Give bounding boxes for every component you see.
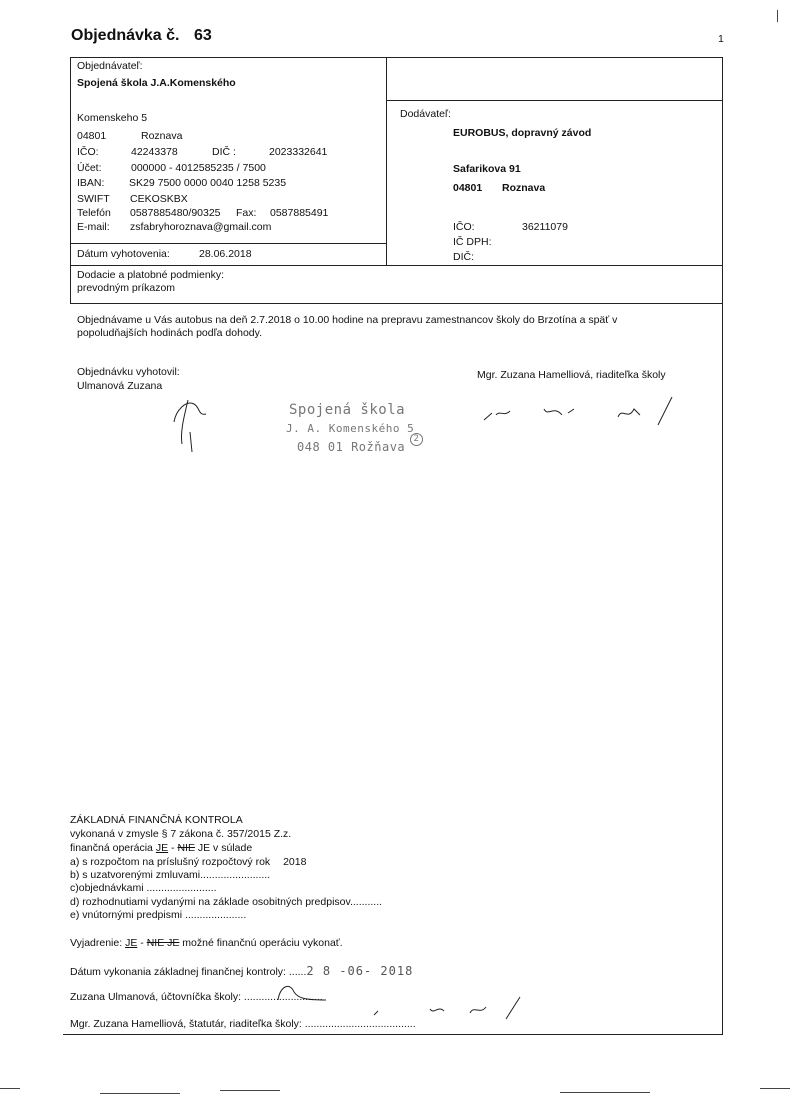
- opinion-rest: možné finančnú operáciu vykonať.: [182, 937, 343, 949]
- stamp-mark: 2: [410, 433, 423, 446]
- control-date-label: Dátum vykonania základnej finančnej kontroly:: [70, 966, 286, 978]
- orderer-zip: 04801: [77, 130, 107, 142]
- control-opinion: [70, 937, 343, 949]
- orderer-city: Roznava: [141, 130, 183, 142]
- prepared-by-name: Ulmanová Zuzana: [77, 380, 163, 392]
- orderer-email-label: E-mail:: [77, 221, 110, 233]
- supplier-dic-label: DIČ:: [453, 251, 474, 263]
- item-a-year: 2018: [283, 856, 307, 868]
- orderer-ico-label: IČO:: [77, 146, 99, 158]
- operation-sep: -: [171, 842, 175, 854]
- item-c-text: c)objednávkami: [70, 882, 144, 894]
- control-item-e: [70, 909, 246, 921]
- stamp-line-2: J. A. Komenského 5: [286, 422, 415, 435]
- supplier-label: Dodávateľ:: [400, 108, 451, 120]
- control-item-d: [70, 896, 382, 908]
- orderer-email: zsfabryhoroznava@gmail.com: [130, 221, 272, 233]
- orderer-account-label: Účet:: [77, 162, 102, 174]
- orderer-dic-label: DIČ :: [212, 146, 236, 158]
- supplier-zip: 04801: [453, 182, 483, 194]
- orderer-name: Spojená škola J.A.Komenského: [77, 77, 236, 89]
- director-signature: [482, 395, 682, 435]
- title-text: Objednávka č.: [71, 27, 180, 44]
- statutory-dots: ......................................: [304, 1018, 416, 1030]
- item-b-dots: ........................: [200, 869, 271, 881]
- orderer-street: Komenskeho 5: [77, 112, 148, 124]
- orderer-fax-label: Fax:: [236, 207, 257, 219]
- orderer-ico: 42243378: [131, 146, 178, 158]
- orderer-phone: 0587885480/90325: [130, 207, 221, 219]
- control-item-a: [70, 856, 306, 868]
- issue-date: 28.06.2018: [199, 248, 252, 260]
- terms-label: Dodacie a platobné podmienky:: [77, 269, 225, 281]
- supplier-city: Roznava: [502, 182, 546, 194]
- accountant-signature: [268, 978, 338, 1008]
- opinion-je: JE: [125, 937, 138, 949]
- stamp-line-3: 048 01 Rožňava: [297, 440, 406, 454]
- control-date-value: 2 8 -06- 2018: [306, 964, 414, 978]
- operation-nie: NIE: [177, 842, 195, 854]
- control-operation: [70, 842, 252, 854]
- item-e-text: e) vnútornými predpismi: [70, 909, 183, 921]
- orderer-dic: 2023332641: [269, 146, 328, 158]
- stamp-line-1: Spojená škola: [289, 402, 406, 418]
- orderer-fax: 0587885491: [270, 207, 329, 219]
- terms-value: prevodným príkazom: [77, 282, 176, 294]
- prepared-by-label: Objednávku vyhotovil:: [77, 366, 180, 378]
- control-date: [70, 964, 413, 978]
- control-item-c: [70, 882, 216, 894]
- operation-je: JE: [155, 842, 169, 854]
- opinion-nie: NIE JE: [146, 937, 180, 949]
- item-b-text: b) s uzatvorenými zmluvami: [70, 869, 201, 881]
- accountant-label: Zuzana Ulmanová, účtovníčka školy:: [70, 991, 241, 1003]
- item-a-text: a) s rozpočtom na príslušný rozpočtový rok: [70, 856, 271, 868]
- page-number: 1: [718, 33, 724, 45]
- operation-prefix: finančná operácia: [70, 842, 153, 854]
- statutory-line: [70, 1018, 416, 1030]
- orderer-iban-label: IBAN:: [77, 177, 105, 189]
- supplier-icdph-label: IČ DPH:: [453, 236, 492, 248]
- operation-je2: JE v súlade: [197, 842, 253, 854]
- document-title: [71, 27, 212, 45]
- supplier-name: EUROBUS, dopravný závod: [453, 127, 592, 139]
- accountant-dots: ...........................: [243, 991, 323, 1003]
- issue-date-label: Dátum vyhotovenia:: [77, 248, 170, 260]
- order-text-line-2: popoludňajších hodinách podľa dohody.: [77, 327, 263, 339]
- orderer-iban: SK29 7500 0000 0040 1258 5235: [129, 177, 287, 189]
- opinion-prefix: Vyjadrenie:: [70, 937, 123, 949]
- orderer-label: Objednávateľ:: [77, 60, 143, 72]
- supplier-ico: 36211079: [522, 221, 568, 233]
- item-d-text: d) rozhodnutiami vydanými na základe osobitných predpisov: [70, 896, 350, 908]
- control-item-b: [70, 869, 270, 881]
- orderer-account: 000000 - 4012585235 / 7500: [131, 162, 266, 174]
- opinion-sep: -: [140, 937, 144, 949]
- item-e-dots: .....................: [184, 909, 247, 921]
- director-name: Mgr. Zuzana Hamelliová, riaditeľka školy: [477, 369, 666, 381]
- supplier-street: Safarikova 91: [453, 163, 521, 175]
- item-d-dots: ...........: [349, 896, 383, 908]
- supplier-ico-label: IČO:: [453, 221, 475, 233]
- orderer-swift: CEKOSKBX: [130, 193, 188, 205]
- control-date-dots: ......: [288, 966, 307, 978]
- orderer-swift-label: SWIFT: [77, 193, 110, 205]
- order-text-line-1: Objednávame u Vás autobus na deň 2.7.2018 o 10.00 hodine na prepravu zamestnancov školy do Brzotína a späť v: [77, 314, 618, 326]
- control-title: ZÁKLADNÁ FINANČNÁ KONTROLA: [70, 814, 243, 826]
- item-c-dots: ........................: [146, 882, 217, 894]
- preparer-signature: [168, 392, 218, 457]
- statutory-label: Mgr. Zuzana Hamelliová, štatutár, riaditeľka školy:: [70, 1018, 302, 1030]
- orderer-phone-label: Telefón: [77, 207, 111, 219]
- order-number: 63: [193, 27, 212, 44]
- control-law: vykonaná v zmysle § 7 zákona č. 357/2015 Z.z.: [70, 828, 292, 840]
- statutory-signature: [370, 995, 530, 1025]
